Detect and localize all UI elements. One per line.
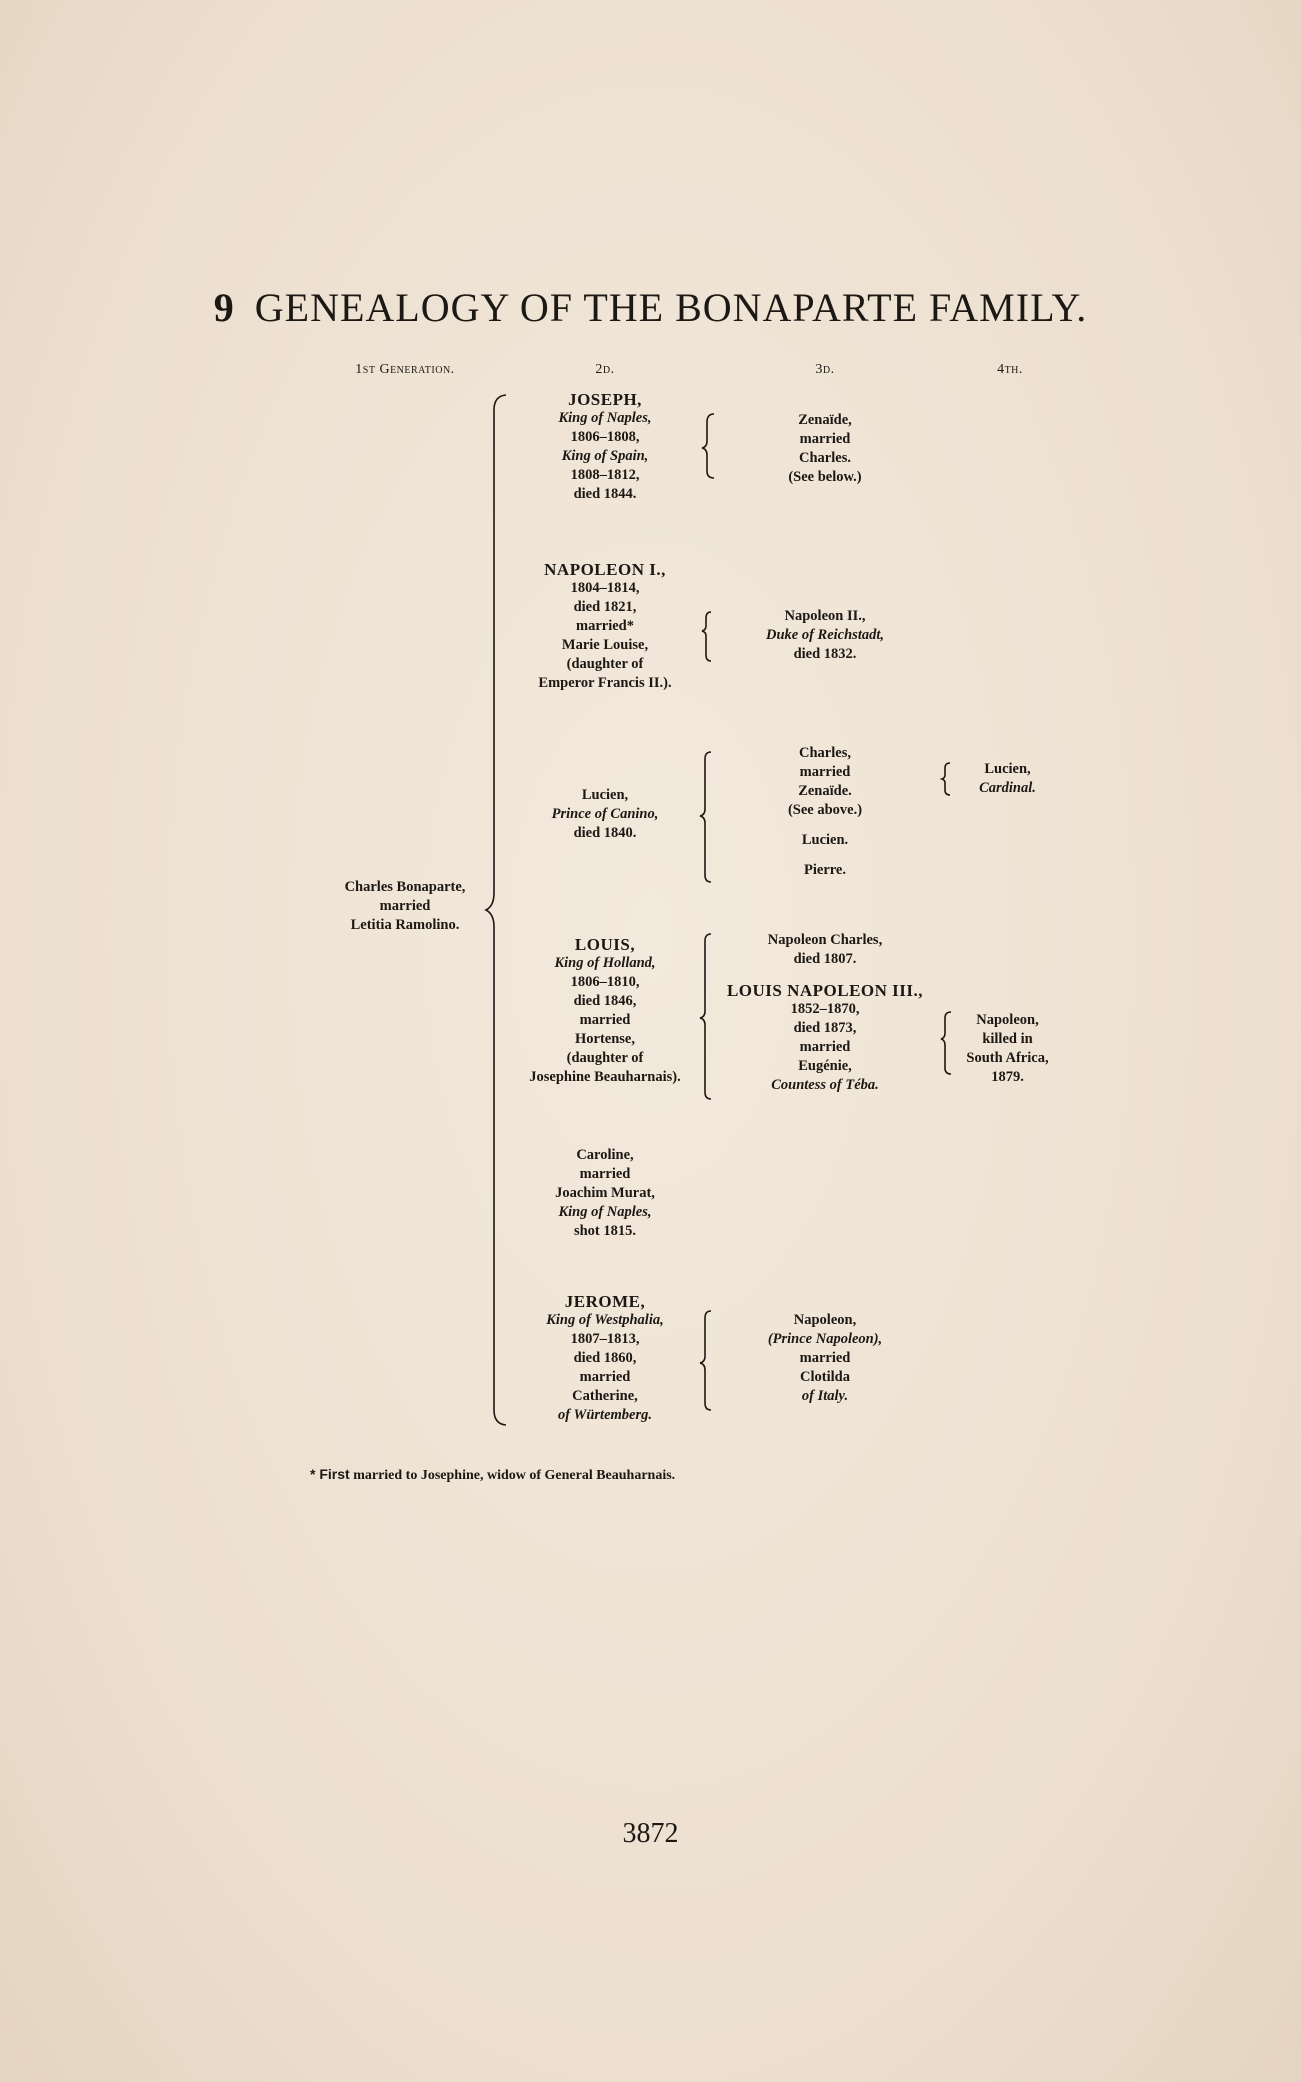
entry-line: JEROME, — [564, 1292, 646, 1311]
entry-line: Duke of Reichstadt, — [765, 627, 884, 643]
brace-charles — [942, 763, 950, 795]
entry-line: (Prince Napoleon), — [767, 1331, 883, 1347]
entry-line: South Africa, — [966, 1050, 1049, 1066]
entry-line: Letitia Ramolino. — [350, 917, 460, 933]
brace-louis-napoleon-iii — [941, 1012, 951, 1074]
entry-line: Joachim Murat, — [555, 1185, 655, 1201]
header-3d: 3d. — [815, 362, 835, 377]
entry-line: Lucien, — [984, 761, 1031, 777]
entry-line: Zenaïde. — [798, 783, 852, 799]
footnote-mark: * First — [310, 1466, 350, 1482]
entry-line: Charles, — [799, 745, 851, 761]
entry-line: (daughter of — [566, 1050, 644, 1066]
entry-line: married — [579, 1369, 631, 1385]
brace-lucien — [700, 752, 711, 882]
entry-line: Charles Bonaparte, — [344, 879, 466, 895]
entry-line: died 1844. — [573, 486, 637, 502]
entry-line: (See below.) — [788, 469, 862, 485]
entry-line: Emperor Francis II.). — [538, 675, 672, 691]
entry-line: Josephine Beauharnais). — [529, 1069, 681, 1085]
brace-louis — [700, 934, 711, 1099]
page-number: 3872 — [622, 1818, 679, 1849]
entry-line: Napoleon, — [976, 1012, 1039, 1028]
entry-line: King of Holland, — [554, 955, 656, 971]
entry-line: died 1840. — [573, 825, 637, 841]
entry-line: (See above.) — [787, 802, 863, 818]
entry-line: Pierre. — [804, 862, 846, 878]
entry-line: married* — [576, 618, 634, 634]
entry-line: King of Westphalia, — [546, 1312, 664, 1328]
entry-line: 1879. — [991, 1069, 1024, 1085]
entry-line: Charles. — [799, 450, 851, 466]
entry-line: Catherine, — [572, 1388, 638, 1404]
entry-line: Napoleon II., — [784, 608, 866, 624]
entry-line: married — [579, 1012, 631, 1028]
entry-line: Marie Louise, — [561, 637, 649, 653]
header-4th: 4th. — [997, 362, 1023, 377]
entry-line: married — [799, 1039, 851, 1055]
entry-line: 1806–1810, — [570, 974, 640, 990]
entry-line: LOUIS, — [574, 935, 636, 954]
entry-line: of Italy. — [801, 1388, 849, 1404]
entry-line: Caroline, — [576, 1147, 634, 1163]
entry-line: died 1873, — [793, 1020, 857, 1036]
entry-line: died 1821, — [573, 599, 637, 615]
entry-line: shot 1815. — [573, 1223, 637, 1239]
entry-line: died 1846, — [573, 993, 637, 1009]
entry-line: 1806–1808, — [570, 429, 640, 445]
entry-line: King of Naples, — [558, 410, 652, 426]
title-text: GENEALOGY OF THE BONAPARTE FAMILY. — [254, 285, 1088, 330]
brace-joseph — [702, 414, 714, 478]
entry-line: Napoleon, — [793, 1312, 857, 1328]
entry-line: Cardinal. — [979, 780, 1036, 796]
plate-number: 9 — [213, 285, 235, 330]
entry-line: Prince of Canino, — [551, 806, 659, 822]
entry-line: died 1807. — [793, 951, 857, 967]
entry-line: married — [799, 431, 851, 447]
entry-line: died 1832. — [793, 646, 857, 662]
header-2d: 2d. — [595, 362, 615, 377]
entry-line: King of Naples, — [558, 1204, 652, 1220]
brace-jerome — [700, 1311, 711, 1410]
entry-line: Lucien. — [801, 832, 849, 848]
entry-line: Napoleon Charles, — [767, 932, 883, 948]
entry-line: Hortense, — [575, 1031, 635, 1047]
entry-line: Clotilda — [800, 1369, 850, 1385]
entry-line: Countess of Téba. — [771, 1077, 879, 1093]
entry-line: 1807–1813, — [570, 1331, 640, 1347]
entry-line: married — [379, 898, 431, 914]
footnote — [310, 1466, 675, 1484]
entry-line: Lucien, — [581, 787, 629, 803]
header-1st-generation: 1st Generation. — [355, 362, 455, 377]
entry-line: LOUIS NAPOLEON III., — [726, 981, 924, 1000]
entry-line: 1804–1814, — [570, 580, 640, 596]
entry-line: JOSEPH, — [568, 390, 642, 409]
entry-line: Zenaïde, — [798, 412, 852, 428]
entry-line: NAPOLEON I., — [544, 560, 666, 579]
entry-line: (daughter of — [566, 656, 644, 672]
entry-line: 1852–1870, — [790, 1001, 860, 1017]
main-brace — [486, 395, 506, 1425]
footnote-text: married to Josephine, widow of General Beauharnais. — [349, 1468, 676, 1483]
entry-line: died 1860, — [573, 1350, 637, 1366]
entry-line: 1808–1812, — [570, 467, 640, 483]
entry-line: married — [799, 1350, 851, 1366]
entry-line: married — [799, 764, 851, 780]
entry-line: of Würtemberg. — [558, 1407, 652, 1423]
entry-line: Eugénie, — [798, 1058, 852, 1074]
brace-napoleon-i — [702, 612, 711, 661]
entry-line: King of Spain, — [561, 448, 649, 464]
entry-line: killed in — [982, 1031, 1033, 1047]
entry-line: married — [579, 1166, 631, 1182]
